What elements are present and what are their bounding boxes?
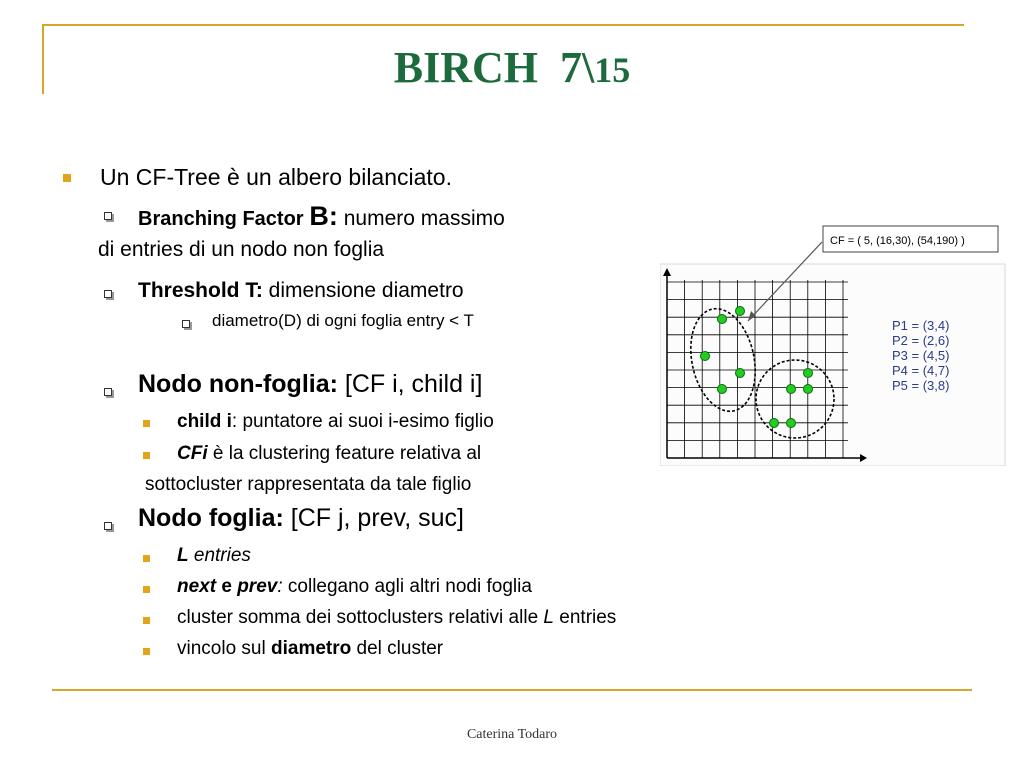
bullet-square-icon [143, 420, 150, 427]
bullet-square-icon [143, 648, 150, 655]
bullet-cfi-cont: sottocluster rappresentata da tale figlio [145, 474, 472, 495]
data-point [701, 352, 710, 361]
points-legend [892, 318, 949, 393]
bullet-next-prev: next e prev: collegano agli altri nodi foglia [177, 576, 532, 597]
data-point [736, 369, 745, 378]
bullet-box-icon [104, 290, 112, 298]
bullet-nodo-non-foglia: Nodo non-foglia: [CF i, child i] [138, 370, 483, 398]
data-point [787, 419, 796, 428]
bullet-vincolo: vincolo sul diametro del cluster [177, 638, 444, 659]
footer-author: Caterina Todaro [466, 727, 558, 742]
top-rule [42, 24, 964, 26]
data-point [770, 419, 779, 428]
bullet-nodo-foglia: Nodo foglia: [CF j, prev, suc] [138, 504, 464, 532]
data-point [804, 369, 813, 378]
data-point [787, 385, 796, 394]
bullet-square-icon [143, 555, 150, 562]
cf-label: CF = ( 5, (16,30), (54,190) ) [830, 235, 965, 247]
bullet-square-icon [143, 617, 150, 624]
bullet-diametro: diametro(D) di ogni foglia entry < T [212, 311, 474, 330]
bottom-rule [52, 689, 972, 691]
legend-point-label: P4 = (4,7) [892, 363, 950, 378]
title-page-number: 7\ [560, 43, 595, 92]
legend-point-label: P1 = (3,4) [892, 318, 950, 333]
data-point [736, 307, 745, 316]
bullet-box-icon [104, 522, 112, 530]
bullet-square-icon [143, 452, 150, 459]
bullet-cluster-somma: cluster somma dei sottoclusters relativi alle L entries [177, 607, 617, 628]
data-point [718, 385, 727, 394]
bullet-box-icon [182, 320, 190, 328]
cluster-grid-figure [660, 218, 1006, 466]
bullet-square-icon [63, 174, 71, 182]
data-point [804, 385, 813, 394]
data-point [718, 315, 727, 324]
bullet-threshold: Threshold T: dimensione diametro [138, 279, 464, 302]
legend-point-label: P3 = (4,5) [892, 348, 950, 363]
title-page-total: 15 [594, 50, 631, 90]
bullet-branching-factor: Branching Factor B: numero massimo [138, 201, 505, 231]
bullet-branching-factor-cont: di entries di un nodo non foglia [98, 238, 385, 261]
figure-background [660, 264, 1005, 466]
legend-point-label: P2 = (2,6) [892, 333, 950, 348]
bullet-cf-tree: Un CF-Tree è un albero bilanciato. [100, 164, 452, 190]
title-main: BIRCH [393, 43, 538, 92]
cf-tree-diagram [660, 218, 1006, 466]
slide-title [0, 42, 1024, 93]
bullet-box-icon [104, 388, 112, 396]
legend-point-label: P5 = (3,8) [892, 378, 950, 393]
bullet-box-icon [104, 212, 112, 220]
bullet-child-i: child i: puntatore ai suoi i-esimo figlio [177, 411, 494, 432]
bullet-cfi: CFi è la clustering feature relativa al [177, 443, 482, 464]
bullet-square-icon [143, 586, 150, 593]
bullet-l-entries: L entries [177, 545, 251, 566]
